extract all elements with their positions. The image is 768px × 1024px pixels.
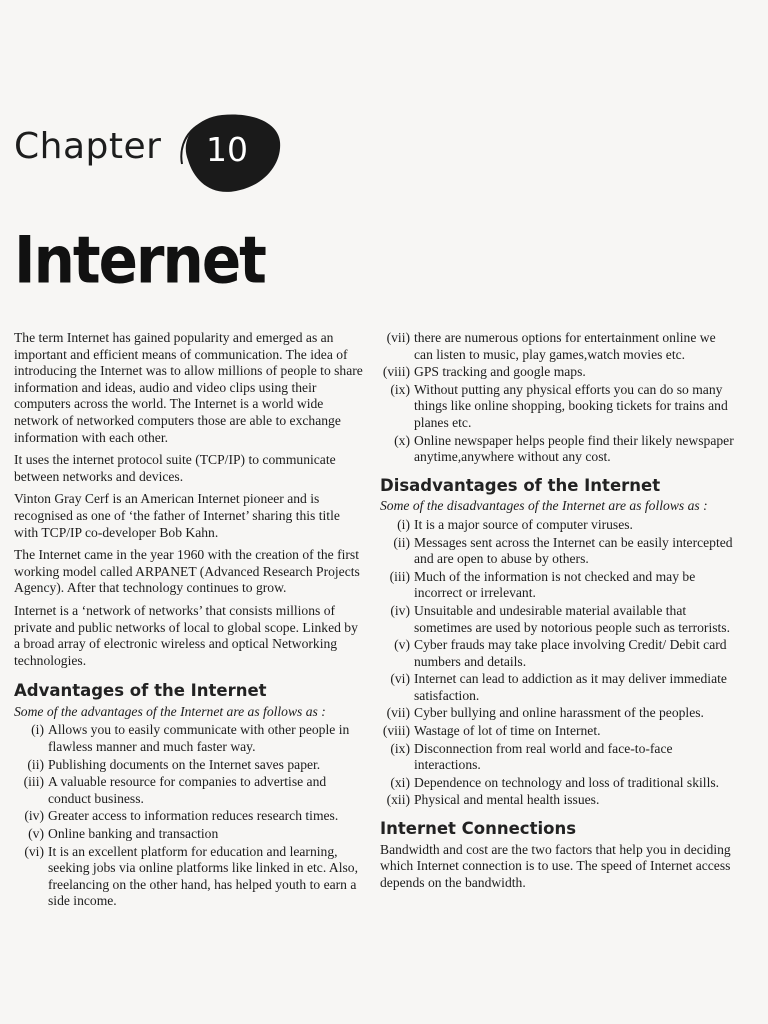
list-item (380, 792, 734, 809)
item-number: (iii) (389, 568, 410, 584)
list-item (14, 757, 366, 774)
list-item (380, 775, 734, 792)
item-number: (xi) (390, 774, 410, 790)
list-item (380, 637, 734, 670)
item-text: Greater access to information reduces research times. (48, 808, 339, 824)
advantages-lead: Some of the advantages of the Internet are as follows as : (14, 703, 326, 719)
chapter-number: 10 (206, 130, 248, 169)
list-item (380, 535, 734, 568)
item-number: (vi) (24, 843, 44, 859)
item-text: Online newspaper helps people find their likely newspaper anytime,anywhere without any cost. (414, 432, 734, 465)
item-text: Cyber frauds may take place involving Credit/ Debit card numbers and details. (414, 637, 727, 669)
list-item (14, 808, 366, 825)
disadvantages-lead: Some of the disadvantages of the Internet are as follows as : (380, 498, 708, 514)
intro-paragraph: Internet is a ‘network of networks’ that consists millions of private and public networks of local to global scope. Linked by a broad array of electronic wireless and optical Networking technologies. (14, 602, 358, 668)
item-text: Without putting any physical efforts you can do so many things like online shopping, booking tickets for trains and planes etc. (414, 381, 728, 430)
item-text: It is an excellent platform for education and learning, seeking jobs via online platforms like linked in etc. Also, freelancing on the other hand, has helped youth to earn a side income. (48, 843, 358, 909)
list-item (380, 517, 734, 534)
item-number: (ix) (390, 381, 410, 397)
intro-paragraph: Vinton Gray Cerf is an American Internet pioneer and is recognised as one of ‘the father of Internet’ sharing this title with TCP/IP co-developer Bob Kahn. (14, 491, 340, 540)
list-item (14, 722, 366, 755)
item-text: A valuable resource for companies to advertise and conduct business. (48, 774, 327, 806)
item-number: (vi) (390, 671, 410, 687)
connections-paragraph: Bandwidth and cost are the two factors that help you in deciding which Internet connection is to use. The speed of Internet access depends on the bandwidth. (380, 841, 731, 890)
item-text: Publishing documents on the Internet saves paper. (48, 756, 321, 772)
advantages-list (14, 722, 366, 910)
item-number: (iv) (390, 602, 410, 618)
item-text: Messages sent across the Internet can be easily intercepted and are open to abuse by others. (414, 534, 733, 567)
intro-paragraph: The Internet came in the year 1960 with the creation of the first working model called ARPANET (Advanced Research Projects Agency). After that technology continues to grow. (14, 547, 360, 596)
item-text: Online banking and transaction (48, 826, 219, 842)
item-number: (v) (28, 826, 44, 842)
disadvantages-list (380, 517, 734, 809)
right-column (380, 330, 734, 897)
list-item (14, 774, 366, 807)
list-item (380, 330, 734, 363)
disadvantages-heading: Disadvantages of the Internet (380, 475, 661, 495)
item-text: Much of the information is not checked and may be incorrect or irrelevant. (414, 568, 696, 601)
item-text: Wastage of lot of time on Internet. (414, 723, 601, 739)
list-item (380, 364, 734, 381)
chapter-heading (14, 112, 314, 188)
list-item (14, 844, 366, 910)
item-number: (xii) (386, 792, 410, 808)
intro-paragraph: The term Internet has gained popularity and emerged as an important and efficient means of communication. The idea of introducing the Internet was to allow millions of people to share information and ideas, audio and video clips using their computers across the world. The Internet is a world wide network of networked computers those are able to exchange information with each other. (14, 330, 363, 445)
list-item (380, 433, 734, 466)
item-number: (ii) (393, 534, 410, 550)
item-text: there are numerous options for entertainment online we can listen to music, play games,watch movies etc. (414, 330, 716, 362)
item-number: (ii) (27, 756, 44, 772)
item-number: (vii) (386, 330, 410, 345)
intro-paragraph: It uses the internet protocol suite (TCP/IP) to communicate between networks and devices. (14, 452, 336, 484)
list-item (380, 723, 734, 740)
left-column (14, 330, 366, 911)
item-text: Dependence on technology and loss of traditional skills. (414, 774, 720, 790)
item-number: (x) (394, 432, 410, 448)
list-item (380, 569, 734, 602)
item-text: GPS tracking and google maps. (414, 364, 586, 380)
item-number: (i) (31, 722, 44, 738)
item-text: It is a major source of computer viruses. (414, 516, 633, 532)
list-item (380, 671, 734, 704)
item-number: (v) (394, 637, 410, 653)
item-number: (viii) (382, 364, 410, 380)
list-item (14, 826, 366, 843)
item-number: (vii) (386, 705, 410, 721)
page-title: Internet (14, 222, 265, 299)
list-item (380, 705, 734, 722)
advantages-heading: Advantages of the Internet (14, 681, 267, 701)
item-number: (viii) (382, 723, 410, 739)
item-number: (iii) (23, 774, 44, 790)
item-text: Disconnection from real world and face-to-face interactions. (414, 740, 673, 773)
list-item (380, 741, 734, 774)
advantages-list-continued (380, 330, 734, 466)
item-text: Cyber bullying and online harassment of the peoples. (414, 705, 704, 721)
chapter-label: Chapter (14, 126, 162, 167)
item-text: Unsuitable and undesirable material available that sometimes are used by notorious people such as terrorists. (414, 602, 730, 635)
item-text: Internet can lead to addiction as it may deliver immediate satisfaction. (414, 671, 727, 703)
item-text: Physical and mental health issues. (414, 792, 600, 808)
list-item (380, 603, 734, 636)
list-item (380, 382, 734, 432)
item-text: Allows you to easily communicate with other people in flawless manner and much faster way. (48, 722, 350, 755)
item-number: (ix) (390, 740, 410, 756)
item-number: (iv) (24, 808, 44, 824)
item-number: (i) (397, 516, 410, 532)
connections-heading: Internet Connections (380, 819, 577, 839)
